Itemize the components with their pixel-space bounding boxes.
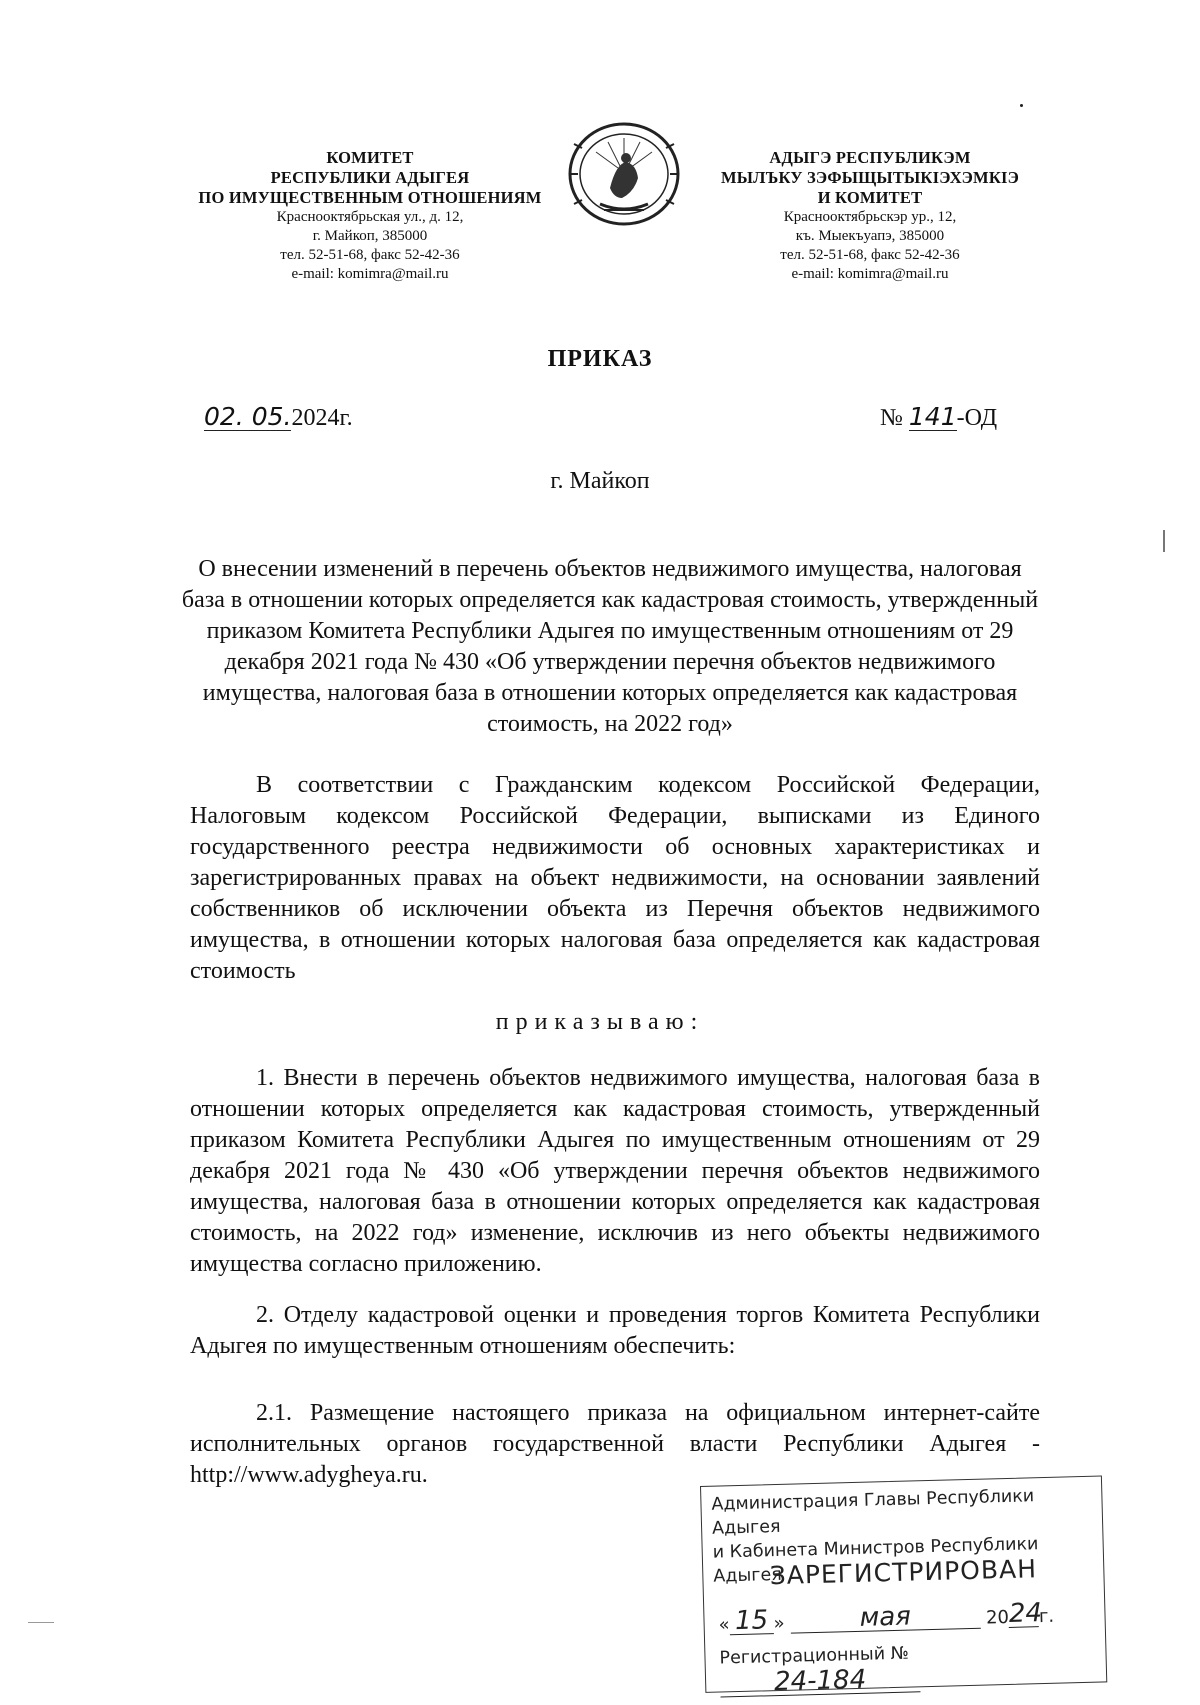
number-sign: № xyxy=(880,405,903,431)
coat-of-arms-icon xyxy=(564,118,684,230)
item-1-paragraph: 1. Внести в перечень объектов недвижимого имущества, налоговая база в отношении которых определяется как кадастровая стоимость, утвержденный приказом Комитета Республики Адыгея по имущественным отношениям от 29 декабря 2021 года № 430 «Об утверждении перечня объектов недвижимого имущества, налоговая база в отношении которых определяется как кадастровая стоимость, на 2022 год» изменение, исключив из него объекты недвижимого имущества согласно приложению. xyxy=(190,1065,1040,1277)
registration-stamp xyxy=(700,1475,1107,1698)
org-address-adyghe-street: Краснооктябрьскэр ур., 12, xyxy=(783,209,957,225)
stamp-year-suffix: 24 xyxy=(1008,1598,1043,1629)
stamp-year-prefix: 20 xyxy=(985,1606,1010,1629)
date-year: 2024г. xyxy=(291,405,353,431)
city-line: г. Майкоп xyxy=(550,468,650,494)
order-number xyxy=(880,404,997,432)
document-title: ПРИКАЗ xyxy=(547,346,653,372)
stamp-day: 15 xyxy=(729,1605,774,1635)
org-name-adyghe-line3: И КОМИТЕТ xyxy=(817,188,923,207)
org-address-city: г. Майкоп, 385000 xyxy=(312,228,428,244)
org-email-adyghe: e-mail: komimra@mail.ru xyxy=(791,266,949,282)
stamp-org-line1: Администрация Главы Республики Адыгея xyxy=(711,1486,1035,1539)
org-name-line1: КОМИТЕТ xyxy=(326,148,414,167)
stamp-year-end: г. xyxy=(1038,1605,1055,1628)
scan-mark xyxy=(1163,530,1165,552)
stamp-registered: ЗАРЕГИСТРИРОВАН xyxy=(769,1554,1038,1591)
org-address-street: Краснооктябрьская ул., д. 12, xyxy=(276,209,464,225)
stamp-registration-number xyxy=(719,1639,1100,1698)
stamp-month: мая xyxy=(790,1600,981,1634)
org-name-adyghe-line1: АДЫГЭ РЕСПУБЛИКЭМ xyxy=(769,148,971,167)
org-address-adyghe-city: къ. Мыекъуапэ, 385000 xyxy=(795,228,945,244)
header-left-ru xyxy=(180,148,560,284)
decree-word: приказываю: xyxy=(495,1009,705,1035)
number-handwritten: 141 xyxy=(908,402,957,431)
scan-speck xyxy=(1020,104,1023,107)
org-phone-adyghe: тел. 52-51-68, факс 52-42-36 xyxy=(780,247,960,263)
stamp-org-line2: и Кабинета Министров Республики Адыгея xyxy=(712,1534,1039,1587)
order-subject: О внесении изменений в перечень объектов недвижимого имущества, налоговая база в отношении которых определяется как кадастровая стоимость, утвержденный приказом Комитета Республики Адыгея по имущественным отношениям от 29 декабря 2021 года № 430 «Об утверждении перечня объектов недвижимого имущества, налоговая база в отношении которых определяется как кадастровая стоимость, на 2022 год» xyxy=(181,556,1039,737)
date-handwritten: 02. 05. xyxy=(204,402,292,431)
stamp-quote-close: » xyxy=(773,1612,785,1635)
item-2-1-paragraph: 2.1. Размещение настоящего приказа на официальном интернет-сайте исполнительных органов государственной власти Республики Адыгея - http://www.adygheya.ru. xyxy=(190,1400,1040,1488)
scan-dash xyxy=(28,1622,54,1623)
stamp-reg-label: Регистрационный № xyxy=(719,1643,910,1669)
org-name-line3: ПО ИМУЩЕСТВЕННЫМ ОТНОШЕНИЯМ xyxy=(198,188,542,207)
stamp-quote-open: « xyxy=(718,1614,730,1636)
org-phone: тел. 52-51-68, факс 52-42-36 xyxy=(280,247,460,263)
stamp-date xyxy=(718,1597,1094,1636)
order-date xyxy=(204,404,353,432)
item-2-paragraph: 2. Отделу кадастровой оценки и проведения торгов Комитета Республики Адыгея по имущественным отношениям обеспечить: xyxy=(190,1302,1040,1359)
org-email: e-mail: komimra@mail.ru xyxy=(291,266,449,282)
org-name-line2: РЕСПУБЛИКИ АДЫГЕЯ xyxy=(270,168,470,187)
number-suffix: -ОД xyxy=(956,405,998,431)
org-name-adyghe-line2: МЫЛЪКУ ЗЭФЫЩЫТЫКІЭХЭМКІЭ xyxy=(720,168,1020,187)
header-right-adyghe xyxy=(700,148,1040,284)
stamp-reg-number: 24-184 xyxy=(720,1663,921,1697)
preamble-paragraph: В соответствии с Гражданским кодексом Российской Федерации, Налоговым кодексом Российской Федерации, выписками из Единого государственного реестра недвижимости об основных характеристиках и зарегистрированных правах на объект недвижимости, на основании заявлений собственников об исключении объекта из Перечня объектов недвижимого имущества, в отношении которых налоговая база определяется как кадастровая стоимость xyxy=(190,772,1040,984)
